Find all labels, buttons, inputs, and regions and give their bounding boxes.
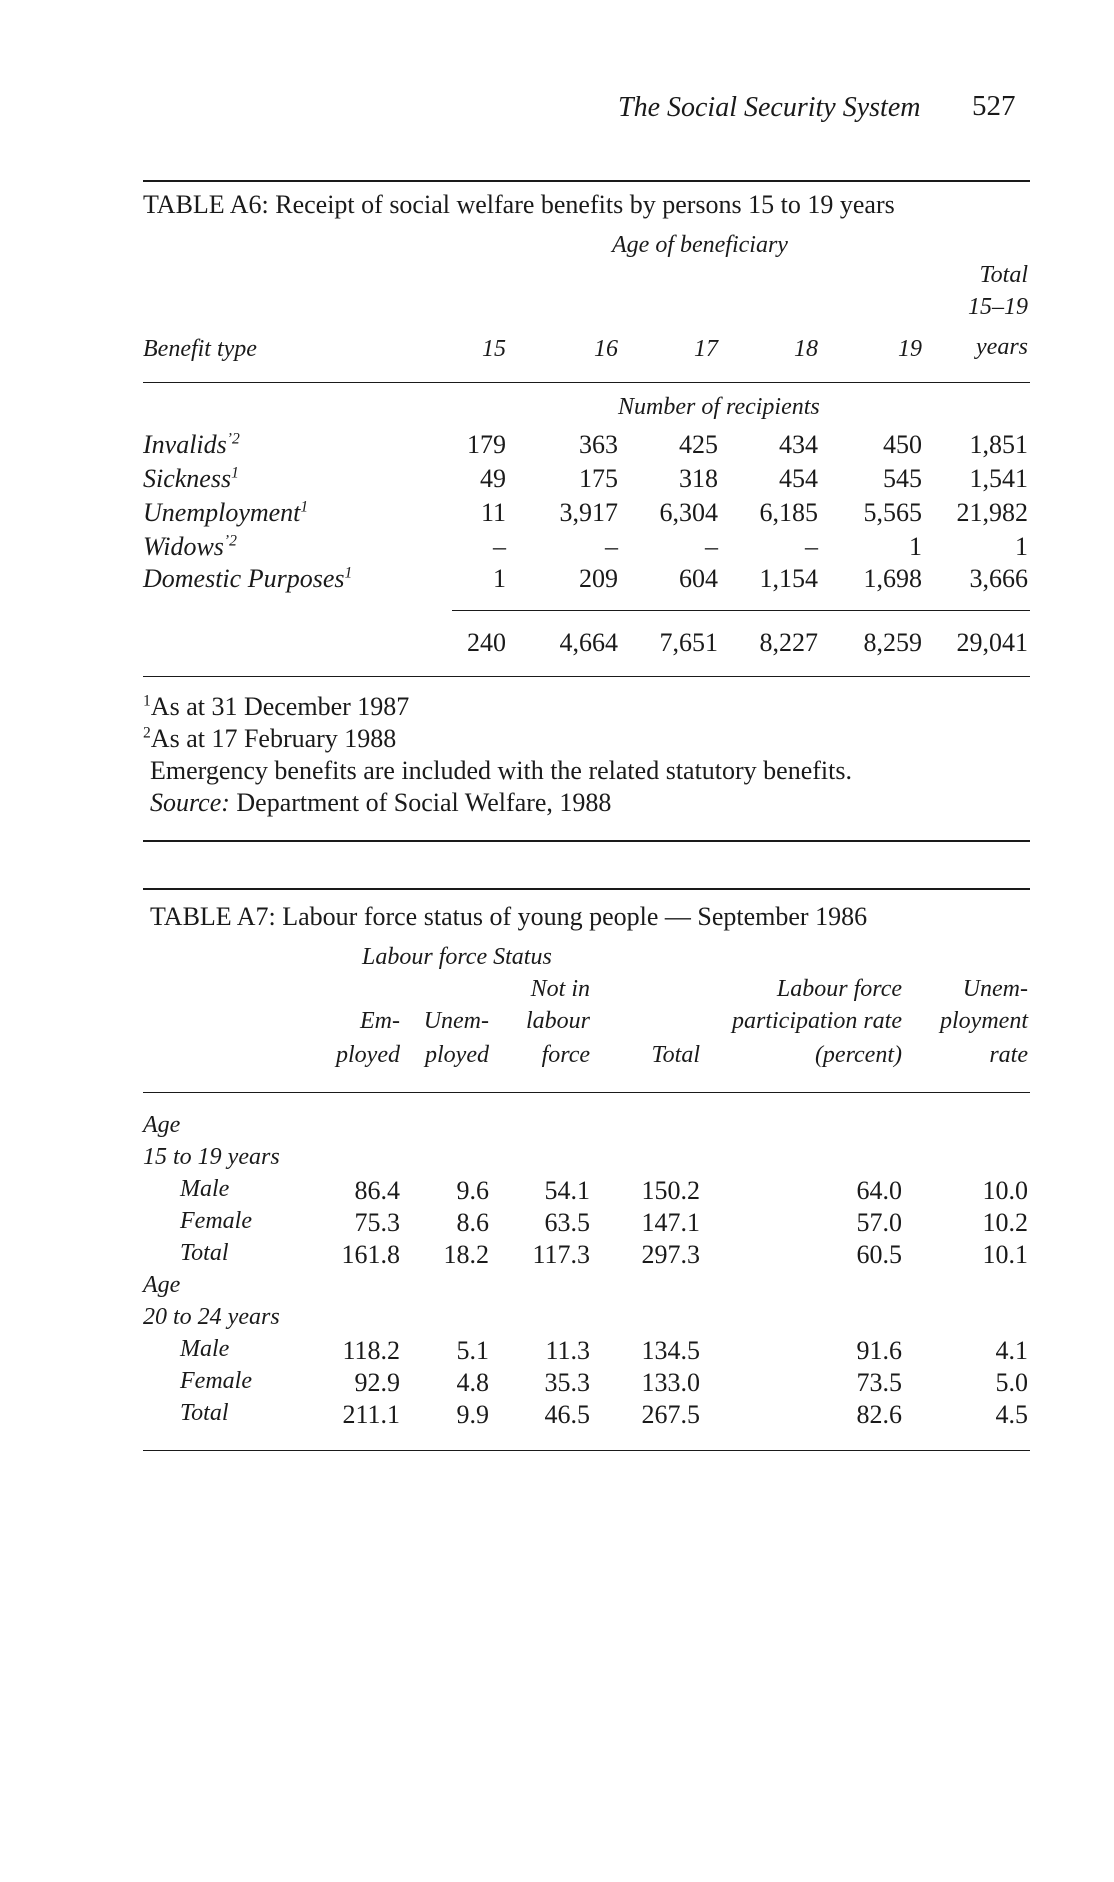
a7-age-label: Age (143, 1272, 181, 1298)
a6-cell: 1,851 (969, 430, 1028, 459)
a7-cell: 118.2 (342, 1336, 400, 1365)
a6-cell: 3,917 (559, 498, 618, 527)
a7-spanner: Labour force Status (362, 944, 552, 970)
a6-cell: – (705, 532, 718, 561)
a6-head-rule (143, 382, 1030, 383)
a6-row-label: Widows$^{’2}$ (143, 532, 237, 561)
a6-subhead: Number of recipients (618, 394, 820, 420)
a6-cell: 1,698 (863, 564, 922, 593)
a7-row-label: Total (180, 1400, 229, 1426)
a7-bottom-rule (143, 1450, 1030, 1451)
a7-head-lfpr-2: participation rate (732, 1008, 902, 1034)
a7-cell: 63.5 (544, 1208, 590, 1237)
a7-cell: 54.1 (544, 1176, 590, 1205)
a6-col-head: 16 (594, 336, 618, 362)
a6-row-header: Benefit type (143, 336, 257, 362)
a7-head-notin-2: labour (525, 1008, 590, 1034)
a7-head-unemp-3: rate (989, 1042, 1028, 1068)
a7-cell: 91.6 (856, 1336, 902, 1365)
a7-head-employed-1: Em- (360, 1008, 400, 1034)
a6-row-label: Unemployment$^1$ (143, 498, 309, 527)
a6-cell: – (493, 532, 506, 561)
a6-cell: 21,982 (956, 498, 1028, 527)
a6-cell: 6,304 (659, 498, 718, 527)
a6-total-head-1: Total (979, 262, 1028, 288)
a6-bottom-rule (143, 676, 1030, 677)
a7-top-rule (143, 888, 1030, 890)
a7-cell: 4.8 (456, 1368, 489, 1397)
a7-head-unemployed-1: Unem- (423, 1008, 489, 1034)
a6-col-head: 17 (694, 336, 718, 362)
a6-total-head-2: 15–19 (968, 294, 1028, 320)
a6-cell: – (605, 532, 618, 561)
a7-head-lfpr-3: (percent) (814, 1042, 902, 1068)
a7-row-label: Female (180, 1208, 252, 1234)
a6-top-rule (143, 180, 1030, 182)
a6-note-1: $^1$As at 31 December 1987 (143, 692, 410, 721)
a7-cell: 133.0 (641, 1368, 700, 1397)
a6-total-cell: 8,227 (759, 628, 818, 657)
a7-cell: 297.3 (641, 1240, 700, 1269)
a7-cell: 82.6 (856, 1400, 902, 1429)
a6-total-cell: 7,651 (659, 628, 718, 657)
a6-sum-rule (452, 610, 1030, 611)
a7-cell: 161.8 (341, 1240, 400, 1269)
running-title: The Social Security System (618, 92, 921, 123)
a6-note-plain: Emergency benefits are included with the related statutory benefits. (150, 756, 852, 785)
a7-head-employed-2: ployed (336, 1042, 400, 1068)
a7-head-notin-3: force (541, 1042, 590, 1068)
a7-cell: 60.5 (856, 1240, 902, 1269)
a7-cell: 57.0 (856, 1208, 902, 1237)
a7-cell: 73.5 (856, 1368, 902, 1397)
a7-cell: 117.3 (532, 1240, 590, 1269)
a6-cell: 450 (883, 430, 922, 459)
a6-cell: 434 (779, 430, 818, 459)
a7-row-label: Male (180, 1176, 230, 1202)
a7-cell: 46.5 (544, 1400, 590, 1429)
a6-cell: 175 (579, 464, 618, 493)
a6-total-cell: 29,041 (956, 628, 1028, 657)
a7-cell: 4.5 (995, 1400, 1028, 1429)
a7-cell: 75.3 (354, 1208, 400, 1237)
a7-age-range: 15 to 19 years (143, 1144, 280, 1170)
a6-title: TABLE A6: Receipt of social welfare benefits by persons 15 to 19 years (143, 190, 895, 219)
a7-cell: 211.1 (342, 1400, 400, 1429)
a6-cell: – (805, 532, 818, 561)
a7-cell: 267.5 (641, 1400, 700, 1429)
a7-cell: 11.3 (545, 1336, 590, 1365)
a6-spanner: Age of beneficiary (612, 232, 788, 258)
a7-cell: 4.1 (995, 1336, 1028, 1365)
a7-head-unemployed-2: ployed (425, 1042, 489, 1068)
a7-cell: 10.0 (982, 1176, 1028, 1205)
a7-cell: 10.2 (982, 1208, 1028, 1237)
a7-age-label: Age (143, 1112, 181, 1138)
a7-cell: 8.6 (456, 1208, 489, 1237)
a6-col-head: 18 (794, 336, 818, 362)
a6-cell: 209 (579, 564, 618, 593)
a7-head-rule (143, 1092, 1030, 1093)
a6-total-cell: 8,259 (863, 628, 922, 657)
a6-cell: 1,154 (759, 564, 818, 593)
a6-note-2: $^2$As at 17 February 1988 (143, 724, 397, 753)
a6-row-label: Domestic Purposes$^1$ (143, 564, 353, 593)
a6-cell: 6,185 (759, 498, 818, 527)
a7-age-range: 20 to 24 years (143, 1304, 280, 1330)
a6-cell: 1 (1015, 532, 1028, 561)
a7-head-total: Total (651, 1042, 700, 1068)
a6-cell: 179 (467, 430, 506, 459)
a7-row-label: Male (180, 1336, 230, 1362)
a6-source: Source: Department of Social Welfare, 1988 (150, 788, 612, 817)
a7-cell: 10.1 (982, 1240, 1028, 1269)
a6-cell: 545 (883, 464, 922, 493)
a7-head-unemp-1: Unem- (962, 976, 1028, 1002)
a7-head-lfpr-1: Labour force (776, 976, 902, 1002)
a7-row-label: Female (180, 1368, 252, 1394)
a6-cell: 363 (579, 430, 618, 459)
a7-cell: 9.6 (456, 1176, 489, 1205)
a6-cell: 318 (679, 464, 718, 493)
a7-cell: 64.0 (856, 1176, 902, 1205)
a7-cell: 150.2 (641, 1176, 700, 1205)
a6-row-label: Invalids$^{’2}$ (143, 430, 240, 459)
a6-cell: 425 (679, 430, 718, 459)
a6-col-head: 19 (898, 336, 922, 362)
a7-cell: 5.1 (456, 1336, 489, 1365)
a6-cell: 3,666 (969, 564, 1028, 593)
a6-cell: 604 (679, 564, 718, 593)
a7-row-label: Total (180, 1240, 229, 1266)
a6-row-label: Sickness$^1$ (143, 464, 239, 493)
a7-title: TABLE A7: Labour force status of young people — September 1986 (150, 902, 868, 931)
a7-cell: 86.4 (354, 1176, 400, 1205)
a6-cell: 1,541 (969, 464, 1028, 493)
a7-cell: 9.9 (456, 1400, 489, 1429)
a6-cell: 49 (480, 464, 506, 493)
a7-cell: 147.1 (641, 1208, 700, 1237)
a6-total-head-3: years (976, 334, 1028, 360)
a6-cell: 1 (909, 532, 922, 561)
a7-cell: 5.0 (995, 1368, 1028, 1397)
a6-total-cell: 4,664 (559, 628, 618, 657)
a7-head-unemp-2: ployment (940, 1008, 1028, 1034)
a7-head-notin-1: Not in (530, 976, 590, 1002)
a6-cell: 5,565 (863, 498, 922, 527)
page-number: 527 (972, 90, 1016, 122)
a6-cell: 1 (493, 564, 506, 593)
a6-total-cell: 240 (467, 628, 506, 657)
a7-cell: 18.2 (443, 1240, 489, 1269)
a7-cell: 35.3 (544, 1368, 590, 1397)
a6-col-head: 15 (482, 336, 506, 362)
a6-cell: 11 (480, 498, 506, 527)
a6-cell: 454 (779, 464, 818, 493)
a7-cell: 134.5 (641, 1336, 700, 1365)
a7-cell: 92.9 (354, 1368, 400, 1397)
a6-end-rule (143, 840, 1030, 842)
